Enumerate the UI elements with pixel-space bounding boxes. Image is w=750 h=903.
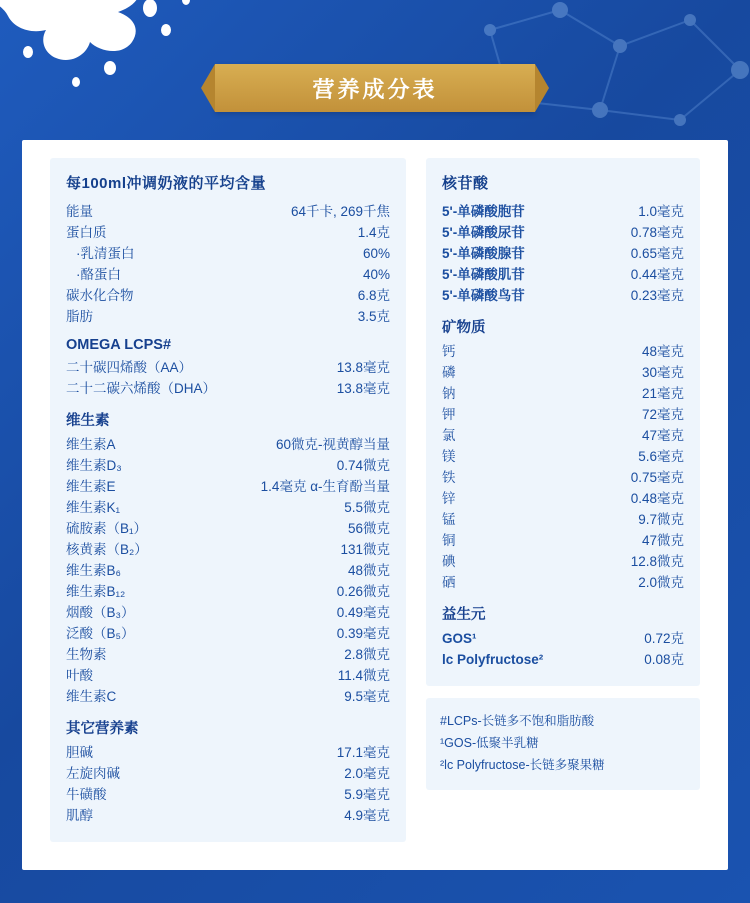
row-value: 3.5克 xyxy=(357,309,390,324)
row-label: 硫胺素（B₁） xyxy=(66,521,148,536)
row-value: 60微克-视黄醇当量 xyxy=(275,437,390,452)
row-label: 硒 xyxy=(442,575,456,590)
row-label: 铜 xyxy=(442,533,456,548)
table-row xyxy=(66,602,390,623)
row-value: 40% xyxy=(362,267,390,282)
other-nutrients-list xyxy=(66,742,390,826)
table-row xyxy=(66,378,390,399)
row-label: 二十碳四烯酸（AA） xyxy=(66,360,193,375)
row-value: 5.5微克 xyxy=(344,500,390,515)
table-row xyxy=(442,264,684,285)
row-value: 0.26微克 xyxy=(336,584,390,599)
row-value: 9.5毫克 xyxy=(344,689,390,704)
vitamin-section-title: 维生素 xyxy=(66,413,110,429)
row-value: 60% xyxy=(362,246,390,261)
basic-nutrients-list xyxy=(66,201,390,327)
table-row xyxy=(66,581,390,602)
row-label: 氯 xyxy=(442,428,456,443)
row-value: 5.9毫克 xyxy=(344,787,390,802)
row-label: 蛋白质 xyxy=(66,225,107,240)
row-value: 2.0微克 xyxy=(638,575,684,590)
row-value: 47毫克 xyxy=(641,428,684,443)
row-label: 泛酸（B₅） xyxy=(66,626,135,641)
row-value: 6.8克 xyxy=(357,288,390,303)
table-row xyxy=(66,357,390,378)
table-row xyxy=(66,644,390,665)
row-label: 维生素B₆ xyxy=(66,563,121,578)
row-label: 磷 xyxy=(442,365,456,380)
row-label: 脂肪 xyxy=(66,309,93,324)
row-label: 胆碱 xyxy=(66,745,93,760)
table-row xyxy=(66,476,390,497)
row-value: 56微克 xyxy=(347,521,390,536)
footnote-line: ¹GOS-低聚半乳糖 xyxy=(440,736,539,750)
table-row xyxy=(442,285,684,306)
row-label: 维生素K₁ xyxy=(66,500,121,515)
table-row xyxy=(66,623,390,644)
row-value: 5.6毫克 xyxy=(638,449,684,464)
row-value: 0.48毫克 xyxy=(630,491,684,506)
table-row xyxy=(66,497,390,518)
row-label: ·酪蛋白 xyxy=(76,267,121,282)
row-value: 1.0毫克 xyxy=(638,204,684,219)
row-label: 维生素A xyxy=(66,437,116,452)
table-row xyxy=(66,455,390,476)
table-row xyxy=(442,341,684,362)
row-label: 镁 xyxy=(442,449,456,464)
right-nutrition-panel xyxy=(426,158,700,686)
row-label: 维生素B₁₂ xyxy=(66,584,126,599)
table-row xyxy=(442,425,684,446)
row-value: 72毫克 xyxy=(641,407,684,422)
row-label: 钠 xyxy=(442,386,456,401)
table-row xyxy=(442,551,684,572)
row-label: 5'-单磷酸肌苷 xyxy=(442,267,525,282)
row-value: 0.08克 xyxy=(644,652,684,667)
table-row xyxy=(66,763,390,784)
row-label: 钙 xyxy=(442,344,456,359)
prebiotic-section-title: 益生元 xyxy=(442,607,486,623)
row-value: 0.39毫克 xyxy=(336,626,390,641)
table-row xyxy=(66,518,390,539)
row-label: GOS¹ xyxy=(442,631,477,646)
row-label: 锰 xyxy=(442,512,456,527)
row-label: 5'-单磷酸尿苷 xyxy=(442,225,525,240)
row-value: 0.74微克 xyxy=(336,458,390,473)
table-row xyxy=(442,467,684,488)
row-label: 左旋肉碱 xyxy=(66,766,120,781)
row-label: 钾 xyxy=(442,407,456,422)
row-value: 17.1毫克 xyxy=(336,745,390,760)
row-value: 11.4微克 xyxy=(337,668,390,683)
row-value: 0.72克 xyxy=(644,631,684,646)
row-label: 维生素C xyxy=(66,689,117,704)
row-value: 48毫克 xyxy=(641,344,684,359)
row-label: ·乳清蛋白 xyxy=(76,246,135,261)
row-value: 0.49毫克 xyxy=(336,605,390,620)
left-panel-heading: 每100ml冲调奶液的平均含量 xyxy=(66,175,267,192)
table-row xyxy=(66,222,390,243)
table-row xyxy=(442,628,684,649)
row-value: 13.8毫克 xyxy=(336,381,390,396)
table-row xyxy=(442,649,684,670)
row-label: 5'-单磷酸鸟苷 xyxy=(442,288,525,303)
table-row xyxy=(66,805,390,826)
table-row xyxy=(66,784,390,805)
nutrition-card xyxy=(22,140,728,870)
table-row xyxy=(66,201,390,222)
row-value: 47微克 xyxy=(641,533,684,548)
table-row xyxy=(66,560,390,581)
row-value: 13.8毫克 xyxy=(336,360,390,375)
table-row xyxy=(442,572,684,593)
page-title-ribbon xyxy=(215,64,535,112)
row-value: 12.8微克 xyxy=(630,554,684,569)
omega-list xyxy=(66,357,390,399)
mineral-section-title: 矿物质 xyxy=(442,320,486,336)
footnotes-panel xyxy=(426,698,700,790)
row-value: 131微克 xyxy=(340,542,390,557)
row-value: 2.8微克 xyxy=(344,647,390,662)
nucleotide-section-title: 核苷酸 xyxy=(442,175,489,192)
row-label: 碳水化合物 xyxy=(66,288,134,303)
table-row xyxy=(66,539,390,560)
table-row xyxy=(442,383,684,404)
row-label: 肌醇 xyxy=(66,808,93,823)
other-nutrients-section-title: 其它营养素 xyxy=(66,721,139,737)
row-label: 铁 xyxy=(442,470,456,485)
table-row xyxy=(442,243,684,264)
row-label: 5'-单磷酸胞苷 xyxy=(442,204,525,219)
row-value: 48微克 xyxy=(347,563,390,578)
mineral-list xyxy=(442,341,684,593)
row-label: 5'-单磷酸腺苷 xyxy=(442,246,525,261)
row-value: 0.75毫克 xyxy=(630,470,684,485)
row-value: 0.44毫克 xyxy=(630,267,684,282)
table-row xyxy=(442,362,684,383)
nucleotide-list xyxy=(442,201,684,306)
table-row xyxy=(66,285,390,306)
table-row xyxy=(442,446,684,467)
page-title: 营养成分表 xyxy=(312,76,438,102)
table-row xyxy=(66,306,390,327)
row-label: 维生素E xyxy=(66,479,116,494)
row-label: 能量 xyxy=(66,204,93,219)
row-value: 21毫克 xyxy=(641,386,684,401)
table-row xyxy=(66,243,390,264)
omega-section-title: OMEGA LCPS# xyxy=(66,337,172,353)
footnote-line: ²lc Polyfructose-长链多聚果糖 xyxy=(440,758,605,772)
row-value: 0.23毫克 xyxy=(630,288,684,303)
footnote-line: #LCPs-长链多不饱和脂肪酸 xyxy=(440,714,595,728)
table-row xyxy=(442,404,684,425)
row-label: 碘 xyxy=(442,554,456,569)
table-row xyxy=(442,488,684,509)
table-row xyxy=(66,686,390,707)
table-row xyxy=(442,509,684,530)
row-label: 核黄素（B₂） xyxy=(66,542,148,557)
row-value: 1.4克 xyxy=(357,225,390,240)
prebiotic-list xyxy=(442,628,684,670)
row-value: 4.9毫克 xyxy=(344,808,390,823)
table-row xyxy=(442,222,684,243)
row-label: 烟酸（B₃） xyxy=(66,605,135,620)
row-label: 生物素 xyxy=(66,647,107,662)
table-row xyxy=(66,742,390,763)
left-nutrition-panel xyxy=(50,158,406,842)
row-value: 30毫克 xyxy=(641,365,684,380)
row-label: 牛磺酸 xyxy=(66,787,107,802)
panels-container xyxy=(50,158,700,842)
row-label: 二十二碳六烯酸（DHA） xyxy=(66,381,217,396)
vitamin-list xyxy=(66,434,390,707)
row-label: 叶酸 xyxy=(66,668,93,683)
row-value: 1.4毫克 α-生育酚当量 xyxy=(260,479,390,494)
right-column xyxy=(426,158,700,842)
table-row xyxy=(442,201,684,222)
table-row xyxy=(66,434,390,455)
table-row xyxy=(66,264,390,285)
table-row xyxy=(442,530,684,551)
table-row xyxy=(66,665,390,686)
row-label: 维生素D₃ xyxy=(66,458,122,473)
row-label: lc Polyfructose² xyxy=(442,652,544,667)
row-value: 9.7微克 xyxy=(638,512,684,527)
row-value: 2.0毫克 xyxy=(344,766,390,781)
row-value: 64千卡, 269千焦 xyxy=(290,204,390,219)
row-value: 0.65毫克 xyxy=(630,246,684,261)
row-label: 锌 xyxy=(442,491,456,506)
row-value: 0.78毫克 xyxy=(630,225,684,240)
